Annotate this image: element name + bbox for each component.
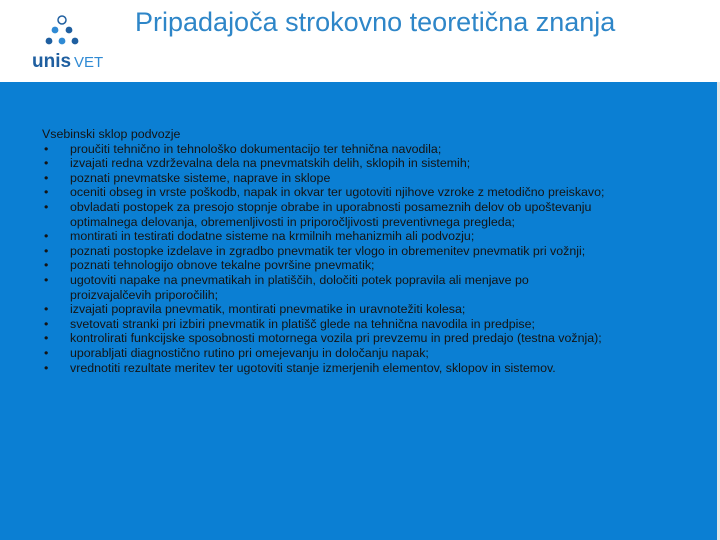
list-item (42, 244, 682, 259)
list-item (42, 273, 682, 302)
list-item-text: poznati pnevmatske sisteme, naprave in sklope (70, 170, 331, 185)
bullet-icon: • (44, 272, 49, 287)
bullet-icon: • (44, 243, 49, 258)
bullet-icon: • (44, 185, 49, 200)
list-item (42, 156, 682, 171)
list-item (42, 200, 682, 229)
list-item (42, 317, 682, 332)
list-item (42, 229, 682, 244)
list-item (42, 142, 682, 157)
list-item (42, 361, 682, 376)
list-item-text: optimalnega delovanja, obremenljivosti in priporočljivosti preventivnega pregleda; (70, 214, 515, 229)
bullet-icon: • (44, 199, 49, 214)
bullet-icon: • (44, 360, 49, 375)
list-item (42, 185, 682, 200)
content-text (42, 127, 682, 375)
list-item-text: vrednotiti rezultate meritev ter ugotoviti stanje izmerjenih elementov, sklopov in sistemov. (70, 360, 556, 375)
bullet-icon: • (44, 229, 49, 244)
list-item (42, 302, 682, 317)
bullet-icon: • (44, 331, 49, 346)
list-item-text: oceniti obseg in vrste poškodb, napak in okvar ter ugotoviti njihove vzroke z metodično preiskavo; (70, 185, 605, 200)
list-item-text: izvajati redna vzdrževalna dela na pnevmatskih delih, sklopih in sistemih; (70, 156, 471, 171)
list-item (42, 331, 682, 346)
bullet-icon: • (44, 302, 49, 317)
bullet-icon: • (44, 156, 49, 171)
bullet-icon: • (44, 258, 49, 273)
bullet-list (42, 142, 682, 376)
bullet-icon: • (44, 141, 49, 156)
list-item (42, 346, 682, 361)
list-item-text: proizvajalčevih priporočilih; (70, 287, 219, 302)
list-item-text: montirati in testirati dodatne sisteme na krmilnih mehanizmih ali podvozju; (70, 229, 475, 244)
list-item-text: poznati postopke izdelave in zgradbo pnevmatik ter vlogo in obremenitev pnevmatik pri vožnji; (70, 243, 586, 258)
list-item-text: obvladati postopek za presojo stopnje obrabe in uporabnosti posameznih delov ob upoštevanju (70, 199, 592, 214)
bullet-icon: • (44, 316, 49, 331)
svg-text:VET: VET (74, 54, 104, 71)
slide-header (0, 0, 720, 82)
list-item-text: poznati tehnologijo obnove tekalne površine pnevmatik; (70, 258, 375, 273)
list-item (42, 258, 682, 273)
section-heading: Vsebinski sklop podvozje (42, 127, 181, 141)
list-item-text: svetovati stranki pri izbiri pnevmatik in platišč glede na tehnična navodila in predpise; (70, 316, 535, 331)
bullet-icon: • (44, 345, 49, 360)
list-item-text: kontrolirati funkcijske sposobnosti motornega vozila pri prevzemu in pred predajo (testna vožnja); (70, 331, 602, 346)
list-item-text: uporabljati diagnostično rutino pri omejevanju in določanju napak; (70, 345, 429, 360)
list-item-text: proučiti tehnično in tehnološko dokumentacijo ter tehnična navodila; (70, 141, 442, 156)
list-item-text: izvajati popravila pnevmatik, montirati pnevmatike in uravnotežiti kolesa; (70, 302, 466, 317)
svg-text:unis: unis (32, 51, 72, 72)
bullet-icon: • (44, 170, 49, 185)
list-item-text: ugotoviti napake na pnevmatikah in platiščih, določiti potek popravila ali menjave po (70, 272, 529, 287)
unisvet-logo (22, 8, 134, 78)
page-title: Pripadajoča strokovno teoretična znanja (135, 7, 616, 37)
list-item (42, 171, 682, 186)
